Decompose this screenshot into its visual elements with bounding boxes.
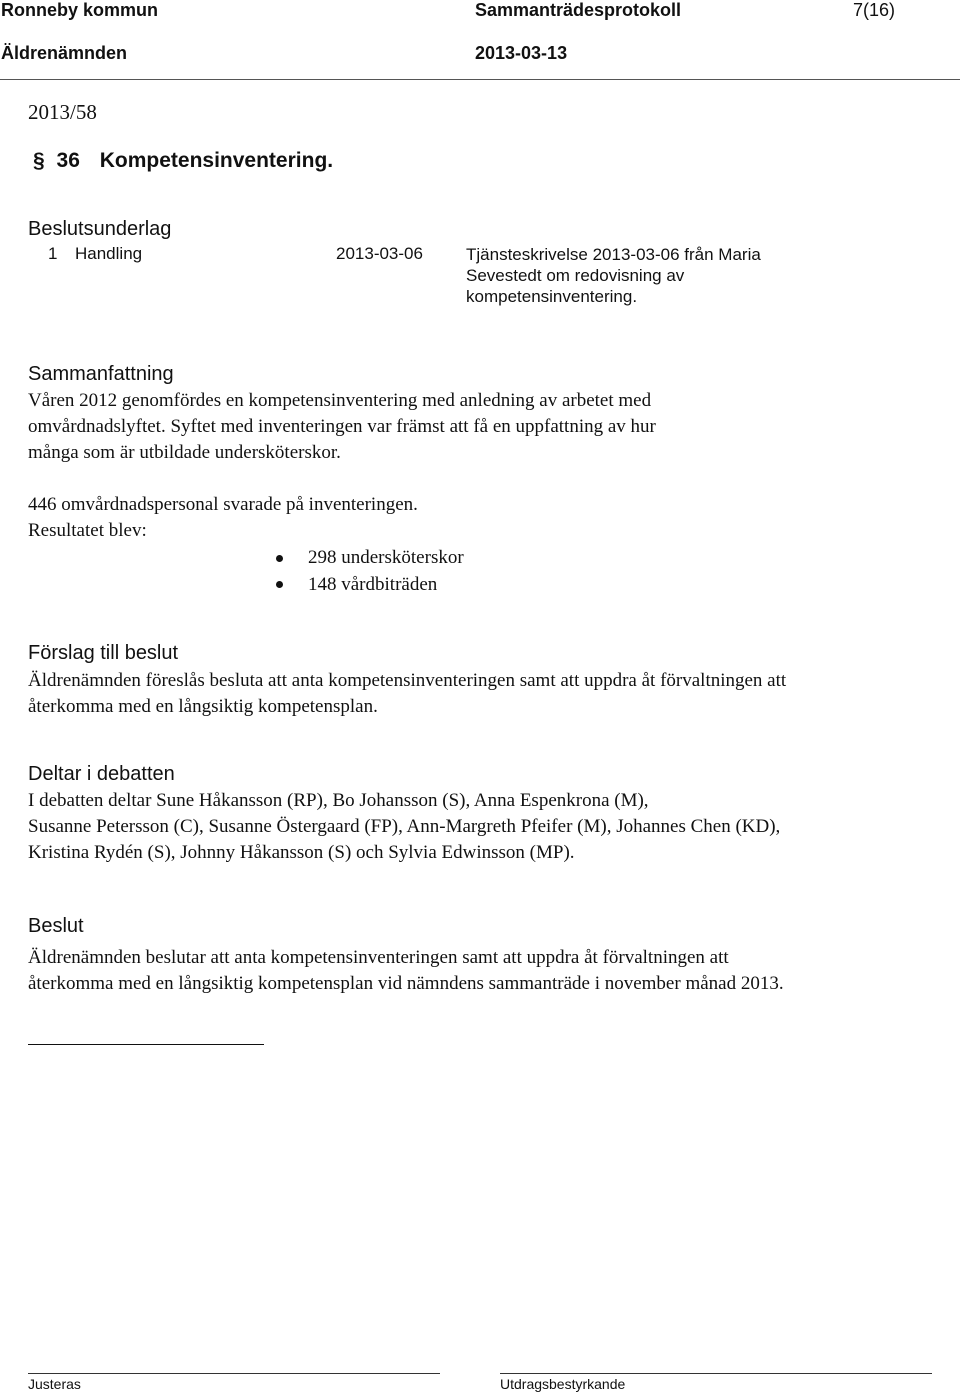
justeras-rule [28,1373,440,1374]
sammanfattning-line: omvårdnadslyftet. Syftet med inventeringen var främst att få en uppfattning av hur [28,416,656,437]
bullet-item: 148 vårdbiträden [308,574,438,595]
beslut-text [28,945,784,997]
utdragsbestyrkande-rule [500,1373,932,1374]
beslut-line: återkomma med en långsiktig kompetensplan vid nämndens sammanträde i november månad 2013. [28,973,784,994]
debatt-heading: Deltar i debatten [28,763,175,785]
underlag-desc-line: Sevestedt om redovisning av [466,266,685,285]
footer-justeras: Justeras [28,1376,81,1392]
underlag-description [466,244,761,307]
signature-line [28,1044,264,1045]
beslut-line: Äldrenämnden beslutar att anta kompetensinventeringen samt att uppdra åt förvaltningen att [28,947,729,968]
debatt-line: I debatten deltar Sune Håkansson (RP), Bo Johansson (S), Anna Espenkrona (M), [28,790,649,811]
bullet-item: 298 undersköterskor [308,547,464,568]
underlag-type: Handling [75,244,143,263]
underlag-desc-line: Tjänsteskrivelse 2013-03-06 från Maria [466,245,761,264]
footer-utdragsbestyrkande: Utdragsbestyrkande [500,1376,626,1392]
paragraph-sign: § [33,149,45,172]
forslag-line: Äldrenämnden föreslås besluta att anta kompetensinventeringen samt att uppdra åt förvaltningen att [28,670,787,691]
forslag-heading: Förslag till beslut [28,642,179,664]
sammanfattning-heading: Sammanfattning [28,363,174,385]
survey-line: 446 omvårdnadspersonal svarade på inventeringen. [28,494,418,515]
underlag-date: 2013-03-06 [336,244,423,263]
paragraph-number: 36 [56,149,80,172]
bullet-icon [276,555,283,562]
document-type: Sammanträdesprotokoll [475,0,682,20]
forslag-line: återkomma med en långsiktig kompetensplan. [28,696,378,717]
underlag-number: 1 [48,244,58,263]
municipality-name: Ronneby kommun [1,0,159,20]
case-number: 2013/58 [28,100,97,124]
bullet-icon [276,581,283,588]
result-label: Resultatet blev: [28,520,147,541]
sammanfattning-line: Våren 2012 genomfördes en kompetensinventering med anledning av arbetet med [28,390,652,411]
debatt-line: Kristina Rydén (S), Johnny Håkansson (S) och Sylvia Edwinsson (MP). [28,842,575,863]
debatt-line: Susanne Petersson (C), Susanne Östergaard (FP), Ann-Margreth Pfeifer (M), Johannes Chen (KD), [28,816,781,837]
sammanfattning-line: många som är utbildade undersköterskor. [28,442,341,463]
meeting-date: 2013-03-13 [475,43,568,63]
page-number: 7(16) [853,0,896,20]
header-divider [0,79,960,80]
beslut-heading: Beslut [28,915,84,937]
committee-name: Äldrenämnden [1,43,128,63]
underlag-desc-line: kompetensinventering. [466,287,638,306]
sammanfattning-text [28,388,656,466]
debatt-text [28,788,780,866]
paragraph-heading: Kompetensinventering. [99,149,334,172]
paragraph-title [28,149,333,173]
beslutsunderlag-heading: Beslutsunderlag [28,218,172,240]
forslag-text [28,668,786,720]
